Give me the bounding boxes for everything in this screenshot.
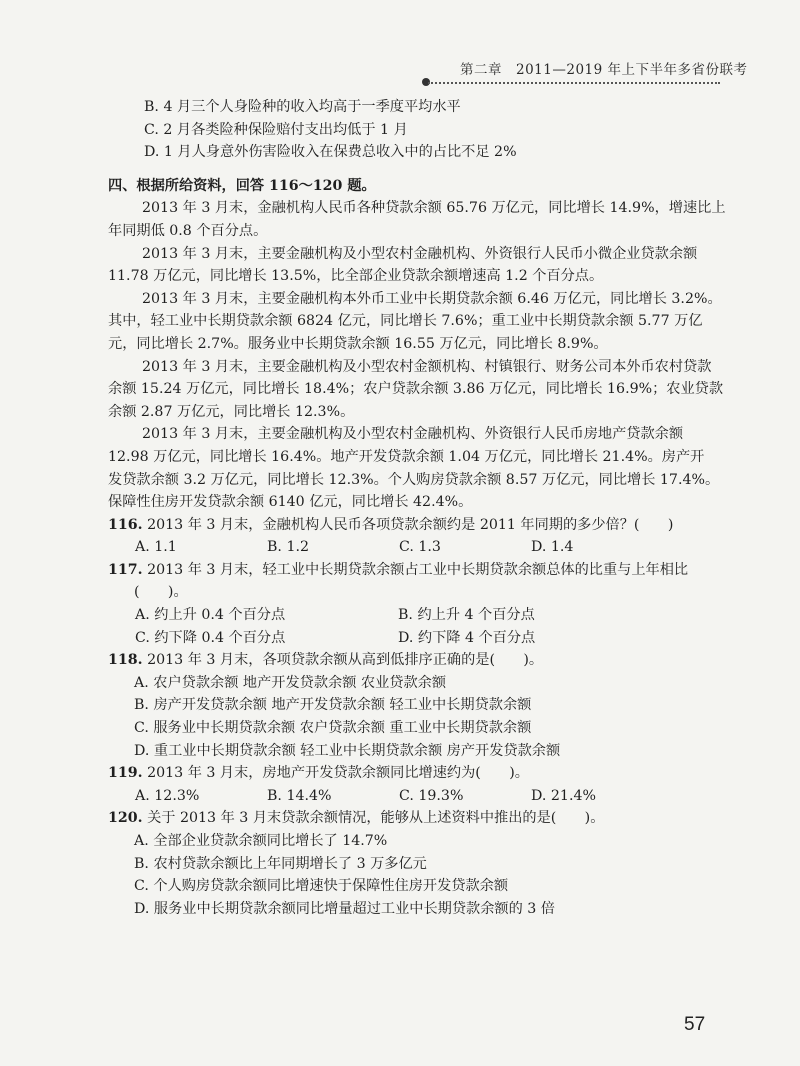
question-119 — [108, 762, 708, 807]
option-d[interactable]: D. 约下降 4 个百分点 — [398, 629, 536, 646]
paragraph-line: 2013 年 3 月末，金融机构人民币各种贷款余额 65.76 万亿元，同比增长 14.9%，增速比上 — [142, 200, 726, 217]
question-stem: 关于 2013 年 3 月末贷款余额情况，能够从上述资料中推出的是( )。 — [147, 810, 605, 827]
paragraph-line: 2013 年 3 月末，主要金融机构及小型农村金额机构、村镇银行、财务公司本外币农村贷款 — [142, 358, 712, 375]
question-stem: 2013 年 3 月末，各项贷款余额从高到低排序正确的是( )。 — [147, 652, 544, 669]
header-divider — [428, 82, 720, 84]
option-d[interactable]: D. 重工业中长期贷款余额 轻工业中长期贷款余额 房产开发贷款余额 — [134, 742, 561, 759]
paragraph-line: 其中，轻工业中长期贷款余额 6824 亿元，同比增长 7.6%；重工业中长期贷款余额 5.77 万亿 — [108, 313, 703, 330]
paragraph-line: 2013 年 3 月末，主要金融机构及小型农村金融机构、外资银行人民币小微企业贷款余额 — [142, 245, 698, 262]
question-number: 119. — [108, 765, 143, 782]
material-paragraph — [108, 423, 720, 513]
option-d[interactable]: D. 服务业中长期贷款余额同比增量超过工业中长期贷款余额的 3 倍 — [134, 900, 555, 917]
paragraph-line: 11.78 万亿元，同比增长 13.5%，比全部企业贷款余额增速高 1.2 个百分点。 — [108, 268, 604, 285]
question-number: 116. — [108, 516, 143, 533]
question-120 — [108, 807, 708, 920]
option-a[interactable]: A. 12.3% — [135, 787, 200, 804]
option-b[interactable]: B. 农村贷款余额比上年同期增长了 3 万多亿元 — [134, 855, 427, 872]
material-paragraph — [108, 243, 708, 288]
question-117 — [108, 559, 708, 649]
option-c[interactable]: C. 1.3 — [399, 539, 441, 556]
option-c[interactable]: C. 服务业中长期贷款余额 农户贷款余额 重工业中长期贷款余额 — [134, 720, 532, 737]
material-paragraph — [108, 356, 724, 424]
paragraph-line: 保障性住房开发贷款余额 6140 亿元，同比增长 42.4%。 — [108, 494, 473, 511]
option-c[interactable]: C. 个人购房贷款余额同比增速快于保障性住房开发贷款余额 — [134, 878, 509, 895]
paragraph-line: 余额 2.87 万亿元，同比增长 12.3%。 — [108, 403, 355, 420]
paragraph-line: 年同期低 0.8 个百分点。 — [108, 222, 268, 239]
option-b[interactable]: B. 14.4% — [267, 787, 332, 804]
option-c[interactable]: C. 19.3% — [399, 787, 464, 804]
paragraph-line: 元，同比增长 2.7%。服务业中长期贷款余额 16.55 万亿元，同比增长 8.9%。 — [108, 335, 608, 352]
section-title: 四、根据所给资料，回答 116～120 题。 — [108, 177, 376, 194]
paragraph-line: 2013 年 3 月末，主要金融机构本外币工业中长期贷款余额 6.46 万亿元，同比增长 3.2%。 — [142, 290, 722, 307]
material-paragraph — [108, 197, 726, 242]
paragraph-line: 12.98 万亿元，同比增长 16.4%。地产开发贷款余额 1.04 万亿元，同比增长 21.4%。房产开 — [108, 448, 705, 465]
paragraph-line: 余额 15.24 万亿元，同比增长 18.4%；农户贷款余额 3.86 万亿元，同比增长 16.9%；农业贷款 — [108, 381, 724, 398]
question-stem: 2013 年 3 月末，金融机构人民币各项贷款余额约是 2011 年同期的多少倍？( ) — [147, 516, 674, 533]
option-a[interactable]: A. 农户贷款余额 地产开发贷款余额 农业贷款余额 — [134, 674, 447, 691]
question-stem: 2013 年 3 月末，轻工业中长期贷款余额占工业中长期贷款余额总体的比重与上年相比 — [147, 561, 689, 578]
prev-option: D. 1 月人身意外伤害险收入在保费总收入中的占比不足 2% — [144, 144, 517, 161]
option-b[interactable]: B. 房产开发贷款余额 地产开发贷款余额 轻工业中长期贷款余额 — [134, 697, 532, 714]
running-header: 第二章 2011—2019 年上下半年多省份联考 — [460, 62, 748, 78]
question-number: 117. — [108, 561, 143, 578]
question-stem: 2013 年 3 月末，房地产开发贷款余额同比增速约为( )。 — [147, 765, 529, 782]
question-number: 120. — [108, 810, 143, 827]
option-c[interactable]: C. 约下降 0.4 个百分点 — [135, 629, 286, 646]
question-116 — [108, 514, 708, 559]
option-d[interactable]: D. 21.4% — [531, 787, 596, 804]
option-a[interactable]: A. 1.1 — [135, 539, 177, 556]
question-stem-cont: ( )。 — [134, 584, 188, 601]
option-b[interactable]: B. 约上升 4 个百分点 — [398, 607, 535, 624]
page-content — [108, 96, 726, 920]
question-118 — [108, 649, 708, 762]
question-number: 118. — [108, 652, 143, 669]
paragraph-line: 发贷款余额 3.2 万亿元，同比增长 12.3%。个人购房贷款余额 8.57 万亿元，同比增长 17.4%。 — [108, 471, 720, 488]
option-a[interactable]: A. 约上升 0.4 个百分点 — [135, 607, 286, 624]
option-d[interactable]: D. 1.4 — [531, 539, 574, 556]
prev-option: C. 2 月各类险种保险赔付支出均低于 1 月 — [144, 121, 408, 138]
prev-option: B. 4 月三个人身险种的收入均高于一季度平均水平 — [144, 99, 461, 115]
material-paragraph — [108, 288, 722, 356]
option-b[interactable]: B. 1.2 — [267, 539, 310, 556]
page-number: 57 — [684, 1014, 706, 1035]
paragraph-line: 2013 年 3 月末，主要金融机构及小型农村金融机构、外资银行人民币房地产贷款余额 — [142, 426, 684, 443]
option-a[interactable]: A. 全部企业贷款余额同比增长了 14.7% — [134, 833, 388, 849]
